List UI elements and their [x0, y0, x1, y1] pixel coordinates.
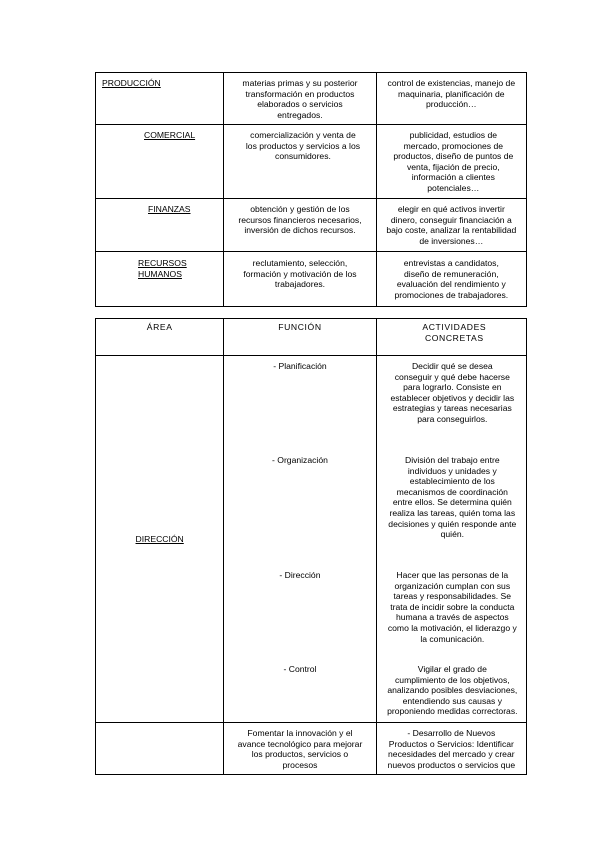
function-cell: reclutamiento, selección, formación y motivación de los trabajadores. — [224, 252, 376, 307]
function-cell — [224, 356, 376, 723]
area-label-direccion: DIRECCIÓN — [135, 533, 184, 544]
area-cell — [96, 723, 224, 775]
activity-planificacion: Decidir qué se desea conseguir y qué debe hacerse para lograrlo. Consiste en establecer objetivos y decidir las estrategias y tareas necesarias para conseguirlos. — [390, 361, 515, 424]
header-funcion: FUNCIÓN — [224, 319, 376, 356]
area-label-recursos-humanos: RECURSOS HUMANOS — [138, 258, 187, 279]
area-cell — [96, 125, 224, 199]
area-cell — [96, 73, 224, 125]
area-label-comercial: COMERCIAL — [144, 130, 196, 140]
table-row — [96, 199, 527, 252]
function-cell: materias primas y su posterior transformación en productos elaborados o servicios entregados. — [224, 73, 376, 125]
activities-cell — [376, 356, 526, 723]
function-cell: obtención y gestión de los recursos financieros necesarios, inversión de dichos recursos. — [224, 199, 376, 252]
area-label-finanzas: FINANZAS — [148, 204, 191, 214]
table-row — [96, 73, 527, 125]
function-cell: Fomentar la innovación y el avance tecnológico para mejorar los productos, servicios o procesos — [224, 723, 376, 775]
activity-control: Vigilar el grado de cumplimiento de los objetivos, analizando posibles desviaciones, entendiendo sus causas y proponiendo medidas correctoras. — [387, 664, 518, 717]
activity-organizacion: División del trabajo entre individuos y unidades y establecimiento de los mecanismos de coordinación entre ellos. Se determina quién realiza las tareas, quién toma las decisiones y quién responde ante quién. — [388, 455, 517, 540]
areas-table-top — [95, 72, 527, 307]
table-header-row — [96, 319, 527, 356]
function-item-control: - Control — [283, 664, 317, 674]
area-label-produccion: PRODUCCIÓN — [102, 78, 161, 88]
area-cell — [96, 199, 224, 252]
table-row — [96, 252, 527, 307]
table-row — [96, 125, 527, 199]
function-cell: comercialización y venta de los productos y servicios a los consumidores. — [224, 125, 376, 199]
activities-cell: control de existencias, manejo de maquinaria, planificación de producción… — [376, 73, 526, 125]
activities-cell: - Desarrollo de Nuevos Productos o Servicios: Identificar necesidades del mercado y crear nuevos productos o servicios que — [376, 723, 526, 775]
activity-direccion: Hacer que las personas de la organización cumplan con sus tareas y responsabilidades. Se trata de incidir sobre la conducta humana a través de aspectos como la motivación, el liderazgo y la comunicación. — [387, 570, 517, 644]
function-item-direccion: - Dirección — [279, 570, 321, 580]
table-row-direccion — [96, 356, 527, 723]
function-item-organizacion: - Organización — [272, 455, 328, 465]
areas-table-bottom — [95, 318, 527, 775]
header-actividades: ACTIVIDADES CONCRETAS — [376, 319, 526, 356]
table-row — [96, 723, 527, 775]
header-area: ÁREA — [96, 319, 224, 356]
activities-cell: entrevistas a candidatos, diseño de remuneración, evaluación del rendimiento y promociones de trabajadores. — [376, 252, 526, 307]
area-cell — [96, 252, 224, 307]
function-item-planificacion: - Planificación — [273, 361, 327, 371]
activities-cell: elegir en qué activos invertir dinero, conseguir financiación a bajo coste, analizar la rentabilidad de inversiones… — [376, 199, 526, 252]
area-cell — [96, 356, 224, 723]
activities-cell: publicidad, estudios de mercado, promociones de productos, diseño de puntos de venta, fijación de precio, información a clientes potenciales… — [376, 125, 526, 199]
